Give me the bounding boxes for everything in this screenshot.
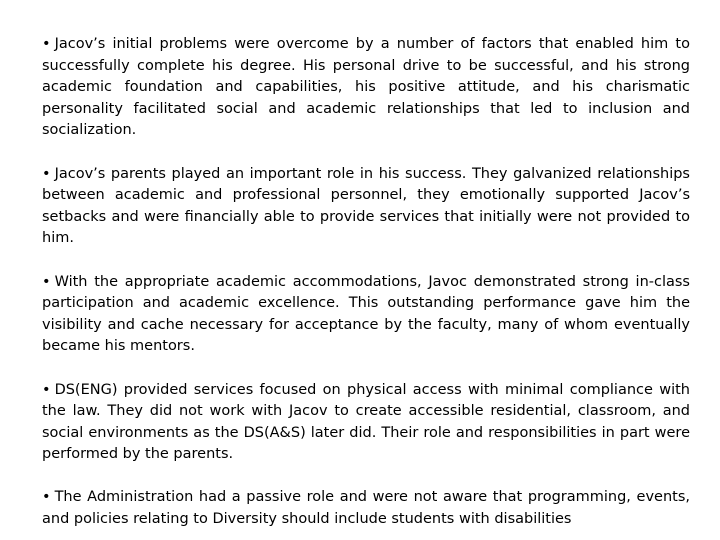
bullet-text: Jacov’s parents played an important role in his success. They galvanized relationships between academic and professional personnel, they emotionally supported Jacov’s setbacks and were financially able to provide services that initially were not provided to him. [42,165,690,247]
bullet-marker: • [42,489,51,506]
bullet-item-4 [42,380,690,466]
bullet-text: With the appropriate academic accommodations, Javoc demonstrated strong in-class participation and academic excellence. This outstanding performance gave him the visibility and cache necessary for acceptance by the faculty, many of whom eventually became his mentors. [42,273,690,355]
bullet-text: DS(ENG) provided services focused on physical access with minimal compliance with the law. They did not work with Jacov to create accessible residential, classroom, and social environments as the DS(A&S) later did. Their role and responsibilities in part were performed by the parents. [42,381,690,463]
bullet-text: Jacov’s initial problems were overcome by a number of factors that enabled him to successfully complete his degree. His personal drive to be successful, and his strong academic foundation and capabilities, his positive attitude, and his charismatic personality facilitated social and academic relationships that led to inclusion and socialization. [42,36,690,139]
bullet-marker: • [42,381,51,398]
bullet-marker: • [42,273,51,290]
bullet-item-3 [42,272,690,358]
bullet-marker: • [42,36,51,52]
slide-body [42,34,690,531]
bullet-item-1 [42,34,690,142]
bullet-text: The Administration had a passive role and were not aware that programming, events, and policies relating to Diversity should include students with disabilities [42,489,690,528]
bullet-item-5 [42,487,690,530]
bullet-item-2 [42,164,690,250]
bullet-marker: • [42,165,51,182]
